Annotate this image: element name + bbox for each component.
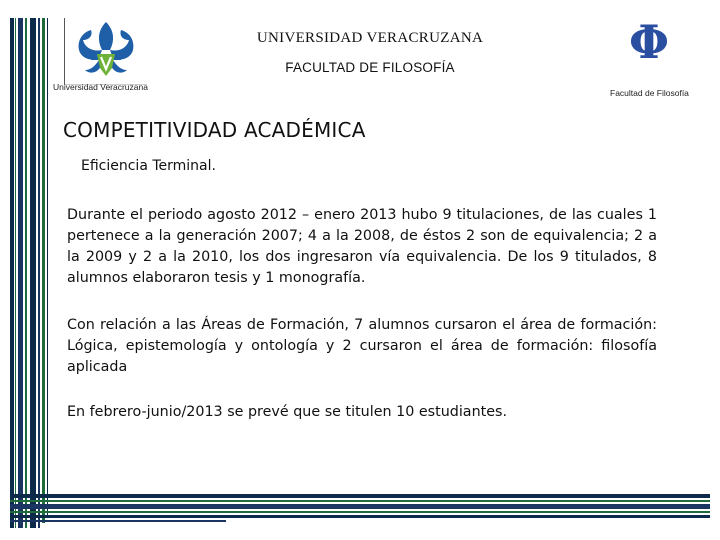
faculty-name: FACULTAD DE FILOSOFÍA (285, 60, 455, 75)
stripe (18, 18, 23, 528)
section-subtitle: Eficiencia Terminal. (81, 158, 216, 174)
stripe (10, 494, 710, 498)
faculty-logo-caption: Facultad de Filosofía (610, 88, 689, 98)
stripe (42, 18, 45, 523)
stripe (25, 18, 27, 528)
stripe (10, 18, 14, 528)
paragraph-areas-formacion: Con relación a las Áreas de Formación, 7 alumnos cursaron el área de formación: Lógica, epistemología y ontología y 2 cursaron el área de formación: filosofía aplicada (67, 317, 657, 375)
stripe (10, 511, 710, 513)
stripe (10, 515, 710, 518)
stripe (30, 18, 36, 528)
stripe (10, 504, 710, 509)
paragraph-titulaciones: Durante el periodo agosto 2012 – enero 2013 hubo 9 titulaciones, de las cuales 1 pertenece a la generación 2007; 4 a la 2008, de éstos 2 son de equivalencia; 2 a la 2009 y 2 a la 2010, los dos ingresaron vía equivalencia. De los 9 titulados, 8 alumnos elaboraron tesis y 1 monografía. (67, 207, 657, 286)
page-title: COMPETITIVIDAD ACADÉMICA (63, 118, 366, 142)
university-name: UNIVERSIDAD VERACRUZANA (256, 30, 484, 46)
fleur-de-lis-icon (65, 18, 147, 84)
faculty-logo (621, 14, 677, 70)
stripe (38, 18, 40, 528)
university-logo-caption: Universidad Veracruzana (53, 82, 148, 92)
stripe (10, 520, 226, 522)
university-logo (64, 18, 147, 85)
stripe (10, 500, 710, 502)
stripe (15, 18, 16, 528)
phi-icon: Φ (628, 15, 670, 69)
paragraph-prevision: En febrero-junio/2013 se prevé que se titulen 10 estudiantes. (67, 404, 508, 420)
stripe (47, 18, 48, 518)
